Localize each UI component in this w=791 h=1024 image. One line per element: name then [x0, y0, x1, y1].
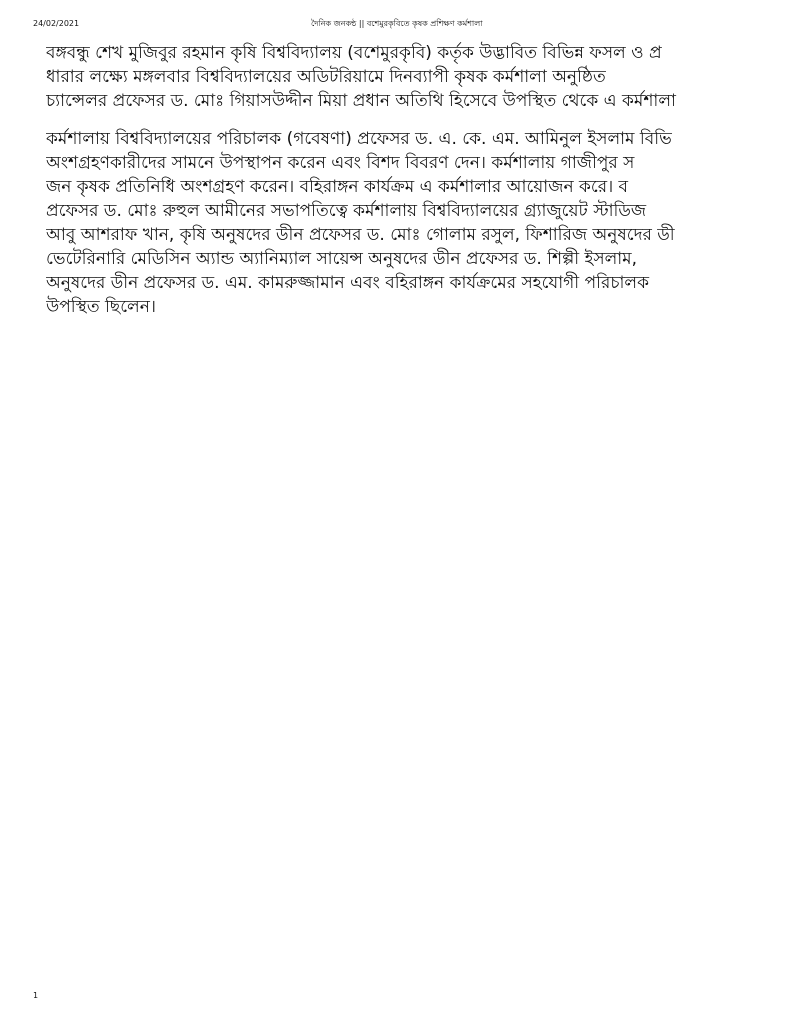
page-number: 1 [33, 991, 39, 1000]
article-paragraph-1 [46, 41, 791, 113]
print-header [33, 17, 791, 31]
print-date: 24/02/2021 [33, 19, 80, 28]
article-line: উপস্থিত ছিলেন। [46, 297, 156, 317]
article-line: বঙ্গবন্ধু শেখ মুজিবুর রহমান কৃষি বিশ্ববিদ্যালয় (বশেমুরকৃবি) কর্তৃক উদ্ভাবিত বিভিন্ন ফসল ও প্র [46, 43, 662, 63]
article-line: ভেটেরিনারি মেডিসিন অ্যান্ড অ্যানিম্যাল সায়েন্স অনুষদের ডীন প্রফেসর ড. শিল্পী ইসলাম, [46, 249, 638, 269]
article-line: ধারার লক্ষ্যে মঙ্গলবার বিশ্ববিদ্যালয়ের অডিটরিয়ামে দিনব্যাপী কৃষক কর্মশালা অনুষ্ঠিত [46, 67, 606, 87]
article-line: কর্মশালায় বিশ্ববিদ্যালয়ের পরিচালক (গবেষণা) প্রফেসর ড. এ. কে. এম. আমিনুল ইসলাম বিভি [46, 129, 672, 149]
article-line: অনুষদের ডীন প্রফেসর ড. এম. কামরুজ্জামান এবং বহিরাঙ্গন কার্যক্রমের সহযোগী পরিচালক [46, 273, 649, 293]
print-page-title: দৈনিক জনকন্ঠ || বশেমুরকৃবিতে কৃষক প্রশিক্ষণ কর্মশালা [311, 19, 483, 28]
article-line: আবু আশরাফ খান, কৃষি অনুষদের ডীন প্রফেসর ড. মোঃ গোলাম রসুল, ফিশারিজ অনুষদের ডী [46, 225, 675, 245]
article-body [46, 41, 791, 333]
article-line: চ্যান্সেলর প্রফেসর ড. মোঃ গিয়াসউদ্দীন মিয়া প্রধান অতিথি হিসেবে উপস্থিত থেকে এ কর্মশালা [46, 91, 676, 111]
article-paragraph-2 [46, 127, 791, 319]
article-line: অংশগ্রহণকারীদের সামনে উপস্থাপন করেন এবং বিশদ বিবরণ দেন। কর্মশালায় গাজীপুর স [46, 153, 635, 173]
article-line: জন কৃষক প্রতিনিধি অংশগ্রহণ করেন। বহিরাঙ্গন কার্যক্রম এ কর্মশালার আয়োজন করে। ব [46, 177, 629, 197]
article-line: প্রফেসর ড. মোঃ রুহুল আমীনের সভাপতিত্বে কর্মশালায় বিশ্ববিদ্যালয়ের গ্র্যাজুয়েট স্টাডিজ [46, 201, 647, 221]
